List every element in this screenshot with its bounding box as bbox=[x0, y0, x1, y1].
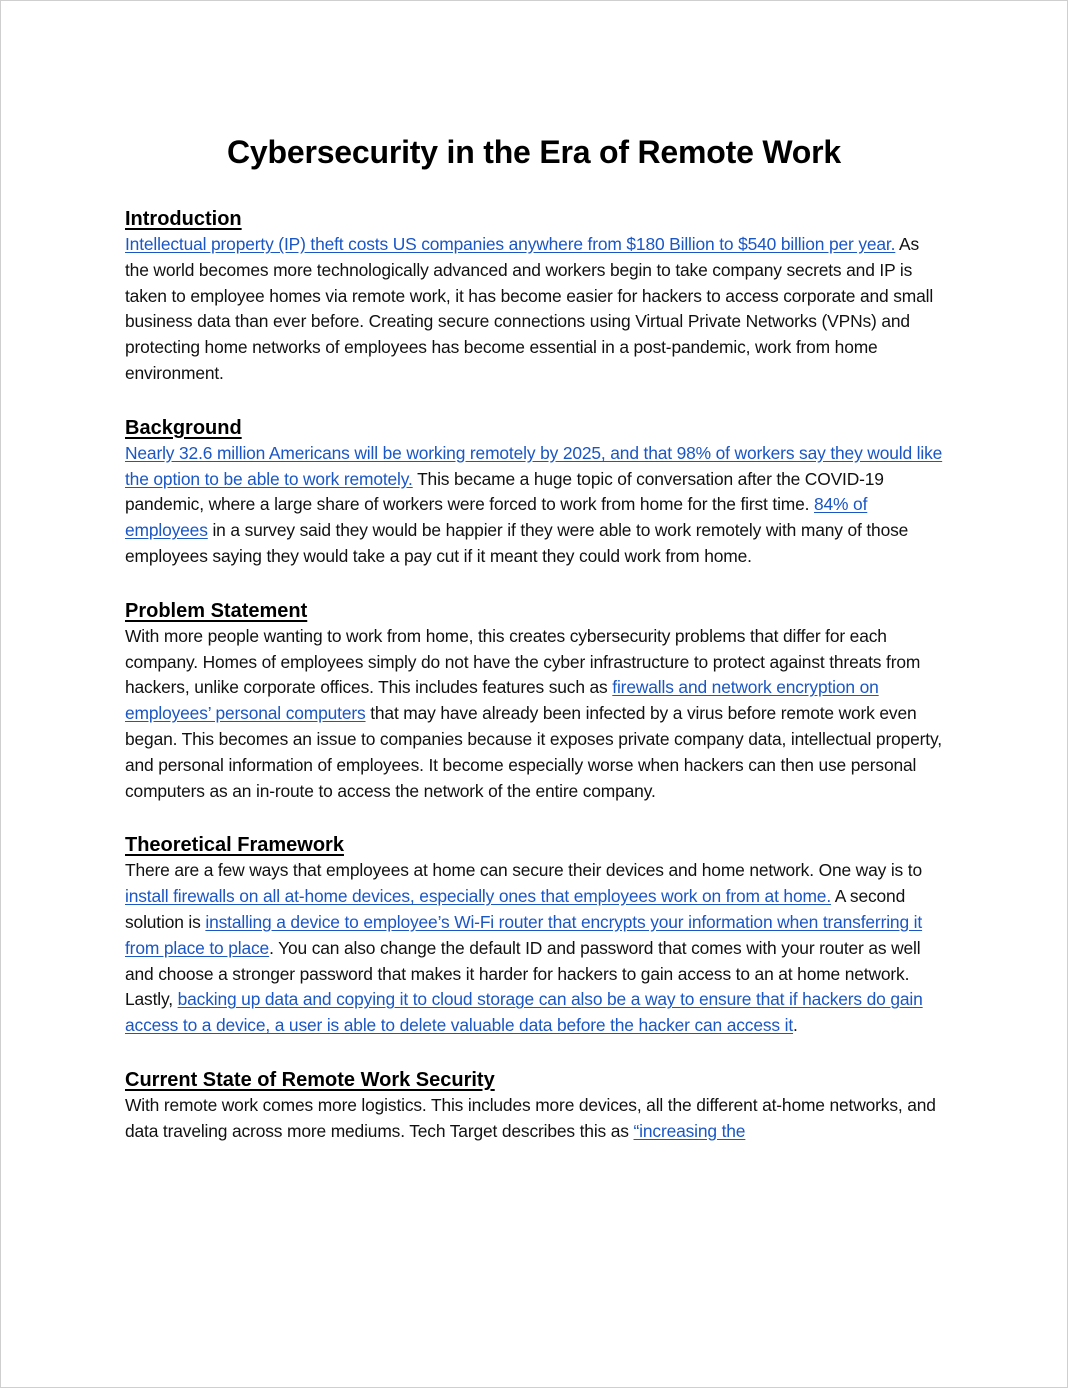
body-text: With more people wanting to work from home, this creates cybersecurity problems that differ for each company. Homes of employees simply do not have the cyber infrastructure to protect against threats from hackers, unlike corporate offices. This includes features such as bbox=[125, 625, 921, 698]
body-text: This became a huge topic of conversation after the COVID-19 pandemic, where a large share of workers were forced to work from home for the first time. bbox=[125, 468, 884, 515]
section-paragraph bbox=[125, 858, 945, 1039]
hyperlink[interactable]: Nearly 32.6 million Americans will be working remotely by 2025, and that 98% of workers say they would like the option to be able to work remotely. bbox=[125, 442, 943, 489]
section-heading: Theoretical Framework bbox=[125, 834, 344, 857]
body-text: A second solution is bbox=[125, 886, 906, 932]
document-body bbox=[125, 206, 945, 1173]
hyperlink[interactable]: backing up data and copying it to cloud storage can also be a way to ensure that if hackers do gain access to a device, a user is able to delete valuable data before the hacker can access it bbox=[125, 989, 923, 1036]
section-background bbox=[125, 415, 945, 570]
hyperlink[interactable]: “increasing the bbox=[633, 1120, 746, 1141]
body-text: There are a few ways that employees at home can secure their devices and home network. One way is to bbox=[125, 860, 922, 881]
body-text: in a survey said they would be happier if they were able to work remotely with many of those employees saying they would take a pay cut if it meant they could work from home. bbox=[125, 520, 909, 566]
section-paragraph bbox=[125, 1093, 945, 1145]
body-text: . bbox=[793, 1015, 798, 1036]
section-paragraph bbox=[125, 624, 945, 805]
body-text: that may have already been infected by a virus before remote work even began. This becomes an issue to companies because it exposes private company data, intellectual property, and personal information of employees. It become especially worse when hackers can then use personal computers as an in-route to access the network of the entire company. bbox=[125, 703, 942, 801]
hyperlink[interactable]: install firewalls on all at-home devices, especially ones that employees work on from at home. bbox=[125, 886, 832, 907]
hyperlink[interactable]: installing a device to employee’s Wi-Fi router that encrypts your information when transferring it from place to place bbox=[125, 911, 923, 958]
hyperlink[interactable]: Intellectual property (IP) theft costs US companies anywhere from $180 Billion to $540 billion per year. bbox=[125, 234, 896, 254]
section-paragraph bbox=[125, 232, 945, 387]
body-text: As the world becomes more technologically advanced and workers begin to take company secrets and IP is taken to employee homes via remote work, it has become easier for hackers to access corporate and small business data than ever before. Creating secure connections using Virtual Private Networks (VPNs) and protecting home networks of employees has become essential in a post-pandemic, work from home environment. bbox=[125, 234, 934, 383]
body-text: With remote work comes more logistics. This includes more devices, all the different at-home networks, and data traveling across more mediums. Tech Target describes this as bbox=[125, 1094, 936, 1141]
section-theoretical-framework bbox=[125, 832, 945, 1039]
section-paragraph bbox=[125, 441, 945, 570]
section-introduction bbox=[125, 206, 945, 387]
section-heading: Introduction bbox=[125, 208, 242, 230]
section-heading: Current State of Remote Work Security bbox=[125, 1068, 495, 1091]
hyperlink[interactable]: 84% of employees bbox=[125, 494, 868, 541]
hyperlink[interactable]: firewalls and network encryption on employees’ personal computers bbox=[125, 677, 879, 724]
body-text: . You can also change the default ID and password that comes with your router as well and choose a stronger password that makes it harder for hackers to gain access to an at home network. Lastly, bbox=[125, 937, 921, 1010]
document-title: Cybersecurity in the Era of Remote Work bbox=[227, 134, 841, 170]
section-heading: Background bbox=[125, 416, 242, 439]
section-problem-statement bbox=[125, 598, 945, 805]
section-current-state-of-remote-work-security bbox=[125, 1067, 945, 1145]
section-heading: Problem Statement bbox=[125, 599, 308, 622]
